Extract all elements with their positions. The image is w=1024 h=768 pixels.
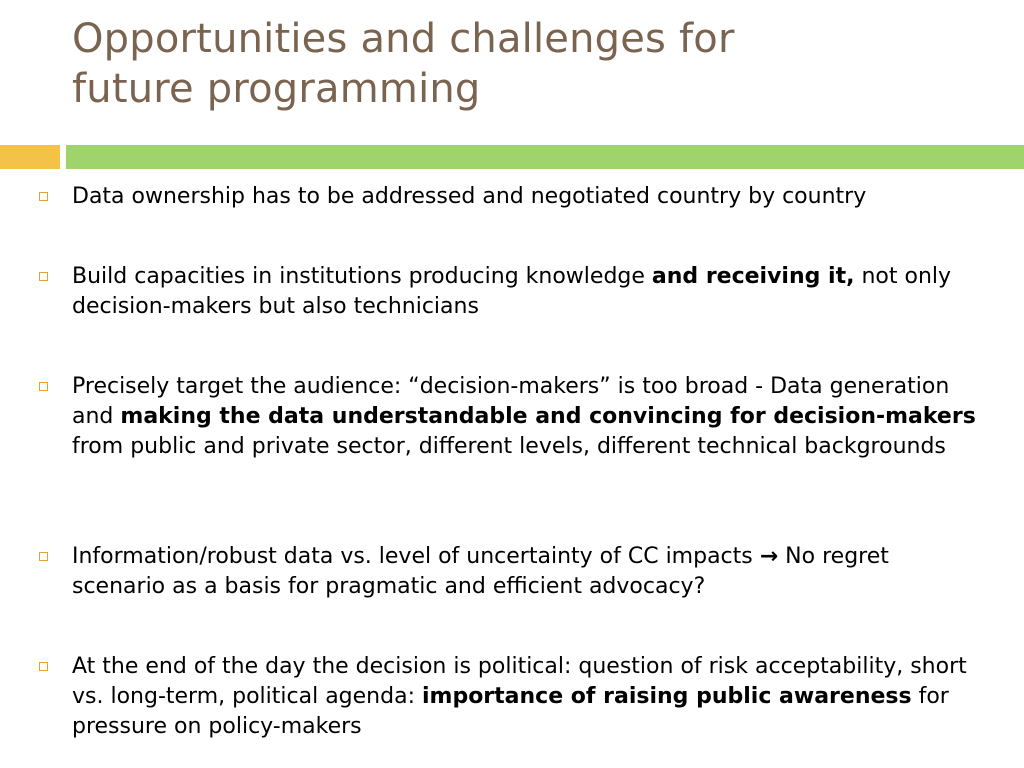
bullet-text: Build capacities in institutions producing knowledge: [72, 264, 652, 289]
square-bullet-icon: [39, 382, 48, 391]
square-bullet-icon: [39, 272, 48, 281]
square-bullet-icon: [39, 662, 48, 671]
right-arrow-icon: →: [759, 544, 779, 569]
bullet-emphasis: importance of raising public awareness: [421, 684, 912, 709]
bullet-item-uncertainty: [72, 542, 982, 602]
square-bullet-icon: [39, 192, 48, 201]
bullet-emphasis: and receiving it,: [651, 264, 855, 289]
slide-title-line-2: future programming: [72, 66, 481, 112]
bullet-text: for pressure on policy-makers: [72, 684, 949, 739]
bullet-text: Precisely target the audience: “decision-makers” is too broad - Data generation and: [72, 374, 950, 429]
bullet-item-decision-political: [72, 652, 982, 742]
bullet-text: No regret scenario as a basis for pragmatic and efficient advocacy?: [72, 544, 889, 599]
bullet-item-data-ownership: [72, 182, 982, 212]
bullet-text: Data ownership has to be addressed and negotiated country by country: [72, 184, 867, 209]
bullet-item-target-audience: [72, 372, 982, 462]
bullet-text: from public and private sector, different levels, different technical backgrounds: [72, 434, 946, 459]
square-bullet-icon: [39, 552, 48, 561]
bullet-text: Information/robust data vs. level of uncertainty of CC impacts: [72, 544, 760, 569]
bullet-text: not only decision-makers but also technicians: [72, 264, 952, 319]
slide-title-line-1: Opportunities and challenges for: [72, 16, 735, 62]
bullet-emphasis: making the data understandable and convincing for decision-makers: [120, 404, 976, 429]
bullet-text: At the end of the day the decision is political: question of risk acceptability, short vs. long-term, political agenda:: [72, 654, 967, 709]
bullet-item-build-capacities: [72, 262, 982, 322]
